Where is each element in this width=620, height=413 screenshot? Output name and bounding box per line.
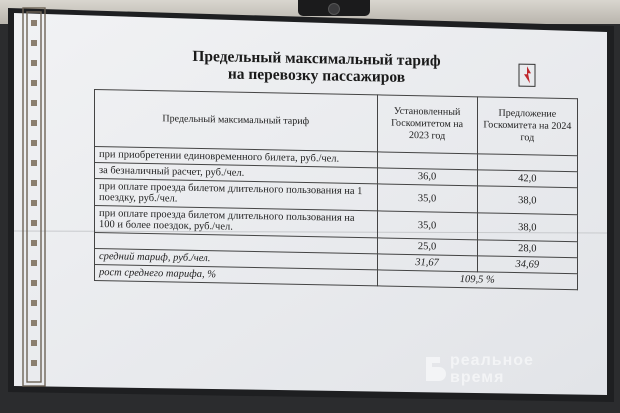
growth-value: 109,5 % [377,270,578,290]
presentation-slide [44,18,589,404]
value-2023: 36,0 [377,168,477,186]
value-2024: 38,0 [477,186,577,215]
value-2024: 34,69 [477,256,577,274]
row-label: при оплате проезда билетом длительного пользования на 1 поездку, руб./чел. [95,178,378,210]
value-2024 [477,154,577,172]
value-2023: 25,0 [377,238,477,256]
header-2024: Предложение Госкомитета на 2024 год [477,97,577,156]
value-2023: 31,67 [377,254,477,272]
goskomitet-logo-icon [518,63,536,87]
camera-lens [328,3,340,15]
slide-title-line-1: Предельный максимальный тариф [192,47,441,70]
value-2023: 35,0 [377,184,477,213]
realnoe-vremya-logo-icon [423,354,447,384]
webcam [298,0,370,16]
row-label: при оплате проезда билетом длительного пользования на 100 и более поездок, руб./чел. [95,205,378,237]
value-2024: 42,0 [477,170,577,188]
row-label: за безналичный расчет, руб./чел. [95,162,378,183]
row-label: при приобретении единовременного билета, руб./чел. [95,146,378,167]
value-2024: 28,0 [477,240,577,258]
value-2023 [377,152,477,170]
row-label: рост среднего тарифа, % [95,264,378,285]
row-label: средний тариф, руб./чел. [95,248,378,269]
slide-title-line-2: на перевозку пассажиров [227,65,406,86]
watermark-line-2: время [450,369,505,386]
watermark [450,352,534,386]
header-tariff: Предельный максимальный тариф [95,89,378,151]
header-2023: Установленный Госкомитетом на 2023 год [377,95,477,154]
watermark-line-1: реальное [450,352,534,369]
tariff-table [94,89,578,290]
value-2023: 35,0 [377,211,477,240]
slide-title [44,45,589,89]
value-2024: 38,0 [477,213,577,242]
table-header-row [95,89,578,155]
